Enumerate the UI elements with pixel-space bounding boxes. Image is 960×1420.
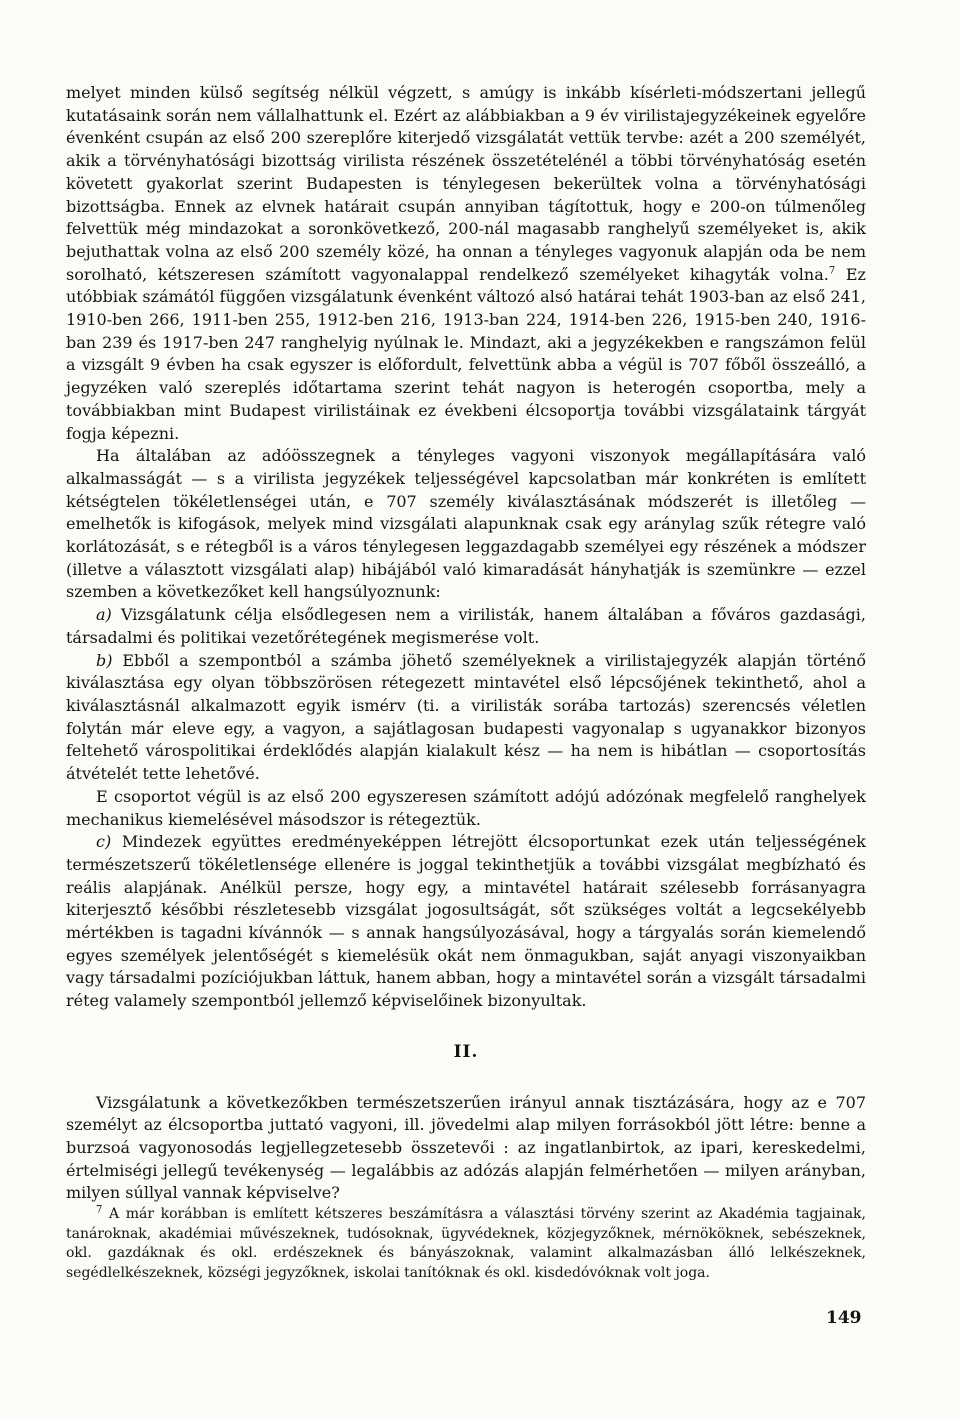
footnote-mark: 7 <box>96 1204 103 1216</box>
item-b-text: Ebből a szempontból a számba jöhető személyeknek a virilistajegyzék alapján történő kiválasztása egy olyan többszörösen rétegezett mintavétel első lépcsőjének tekinthető, ahol a kiválasztásnál alkalmazott egyik ismérv (ti. a virilisták sorába tartozás) szerencsés véletlen folytán már eleve egy, a vagyon, a sajátlagosan budapesti vagyonalap s ugyanakkor bizonyos feltehető várospolitikai érdeklődés alapján kialakult kész — ha nem is hibátlan — csoportosítás átvételét tette lehetővé. <box>66 650 866 784</box>
paragraph-item-c <box>66 831 866 1013</box>
item-c-text: Mindezek együttes eredményeképpen létrejött élcsoportunkat ezek után teljességének természetszerű tökéletlensége ellenére is joggal tekinthetjük a további vizsgálat megbízható és reális alapjának. Anélkül persze, hogy egy, a mintavétel határait szélesebb forrásanyagra kiterjesztő későbbi részletesebb vizsgálat jogosultságát, sőt szükséges voltát a legcsekélyebb mértékben is tagadni kívánnók — s annak hangsúlyozásával, hogy a tárgyalás során kiemelendő egyes személyek jelentőségét s kiemelésük okát nem önmagukban, saját anyagi viszonyaikban vagy társadalmi pozíciójukban láttuk, hanem abban, hogy a mintavétel során a vizsgált társadalmi réteg valamely szempontból jellemző képviselőinek bizonyultak. <box>66 832 866 1011</box>
section-heading: II. <box>453 1041 479 1062</box>
paragraph-item-a <box>66 604 866 649</box>
paragraph-3: E csoportot végül is az első 200 egyszeresen számított adójú adózónak megfelelő ranghelyek mechanikus kiemelésével másodszor is rétegeztük. <box>66 786 866 829</box>
item-a-text: Vizsgálatunk célja elsődlegesen nem a virilisták, hanem általában a főváros gazdasági, társadalmi és politikai vezetőrétegének megismerése volt. <box>66 605 866 647</box>
paragraph-1-text-b: Ez utóbbiak számától függően vizsgálatunk évenként változó alsó határai tehát 1903-ban az első 241, 1910-ben 266, 1911-ben 255, 1912-ben 216, 1913-ban 224, 1914-ben 226, 1915-ben 240, 1916-ban 239 és 1917-ben 247 ranghelyig nyúlnak le. Mindazt, aki a jegyzékekben e rangszámon felül a vizsgált 9 évben ha csak egyszer is előfordult, felvettünk abba a végül is 707 főből összeálló, a jegyzéken való szereplés időtartama szerint tehát nagyon is heterogén csoportba, mely a továbbiakban mint Budapest virilistáinak ez évekbeni élcsoportja további vizsgálataink tárgyát fogja képezni. <box>66 264 866 443</box>
paragraph-item-b <box>66 650 866 786</box>
paragraph-1-text-a: melyet minden külső segítség nélkül végzett, s amúgy is inkább kísérleti-módszertani jellegű kutatásaink során nem vállalhattunk el. Ezért az alábbiakban a 9 év virilistajegyzékeinek egyelőre évenként csupán az első 200 szereplőre kiterjedő vizsgálatát vettük tervbe: azét a 200 személyét, akik a törvényhatósági bizottság virilista részének összetételénél a többi törvényhatóság esetén követett gyakorlat szerint Budapesten is ténylegesen bekerültek volna a törvényhatósági bizottságba. Ennek az elvnek határait csupán annyiban tágítottuk, hogy e 200-on túlmenőleg felvettük még mindazokat a soronkövetkező, 200-nál magasabb ranghelyű személyeket is, akik bejuthattak volna az első 200 személy közé, ha onnan a tényleges vagyonuk alapján oda be nem sorolható, kétszeresen számított vagyonalappal rendelkező személyeket kihagyták volna. <box>66 83 866 284</box>
footnote-text: A már korábban is említett kétszeres beszámításra a választási törvény szerint az Akadémia tagjainak, tanároknak, akadémiai művészeknek, tudósoknak, ügyvédeknek, közjegyzőknek, mérnököknek, sebészeknek, okl. gazdáknak és okl. erdészeknek és bányászoknak, valamint alkalmazásban álló lelkészeknek, segédlelkészeknek, községi jegyzőknek, iskolai tanítóknak és okl. kisdedóvóknak volt joga. <box>66 1206 866 1281</box>
paragraph-1 <box>66 82 866 445</box>
item-b-letter: b) <box>96 650 113 670</box>
paragraph-2: Ha általában az adóösszegnek a tényleges vagyoni viszonyok megállapítására való alkalmasságát — s a virilista jegyzékek teljességével kapcsolatban már konkréten is említett kétségtelen tökéletlenségei után, e 707 személy kiválasztásának módszerét is illetőleg — emelhetők is kifogások, melyek mind vizsgálati alapunknak csak egy aránylag szűk rétegre való korlátozását, s e rétegből is a város ténylegesen leggazdagabb személyei egy részének a módszer (illetve a választott vizsgálati alap) hibájából való kimaradását hányhatják is szemünkre — ezzel szemben a következőket kell hangsúlyoznunk: <box>66 446 866 602</box>
page-number: 149 <box>826 1308 862 1328</box>
footnote-7 <box>66 1205 866 1283</box>
item-c-letter: c) <box>96 832 112 852</box>
main-text-block <box>66 82 866 1283</box>
item-a-letter: a) <box>96 605 112 625</box>
section-paragraph: Vizsgálatunk a következőkben természetszerűen irányul annak tisztázására, hogy az e 707 személyt az élcsoportba juttató vagyoni, ill. jövedelmi alap milyen forrásokból jött létre: benne a burzsoá vagyonosodás legjellegzetesebb összetevői : az ingatlanbirtok, az ipari, kereskedelmi, értelmiségi jellegű tevékenység — legalábbis az adózás alapján felmérhetően — milyen arányban, milyen súllyal vannak képviselve? <box>66 1092 866 1203</box>
footnote-ref-7: 7 <box>828 265 836 277</box>
